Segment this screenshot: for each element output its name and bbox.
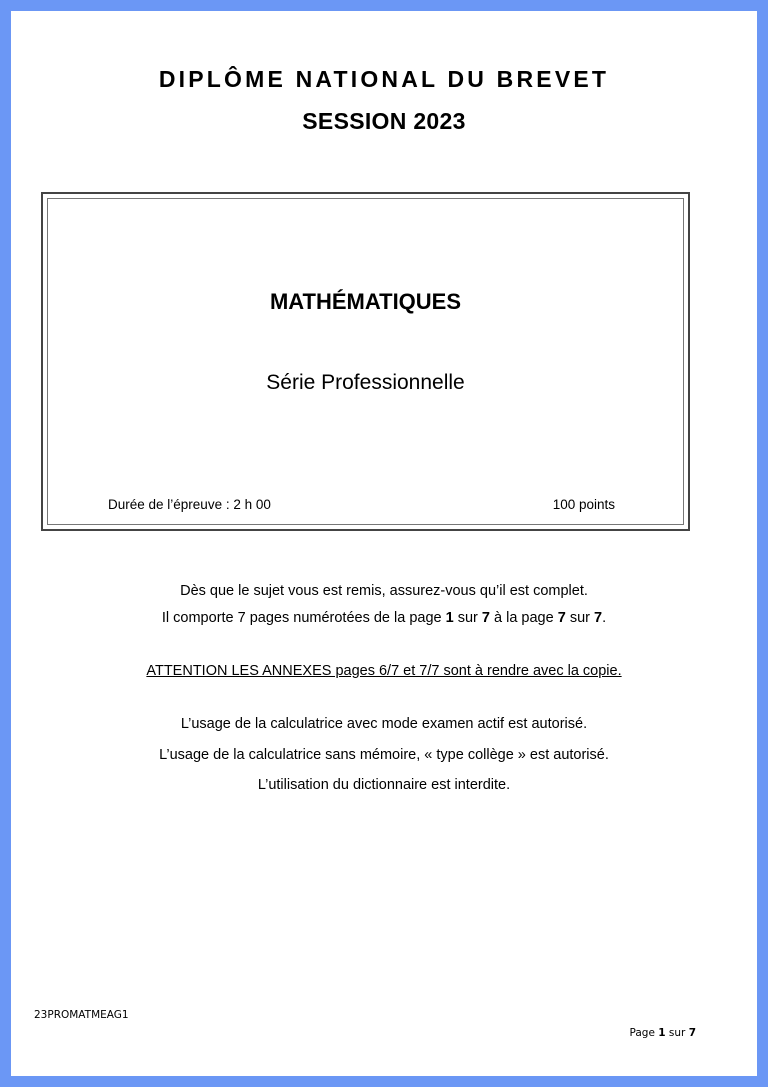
page-number-total: 7 [688, 1027, 696, 1039]
subject-frame [41, 192, 690, 531]
page-count-total-a: 7 [481, 610, 490, 626]
page-number [629, 1027, 696, 1039]
page-count-start: 1 [445, 610, 454, 626]
page-count-text-1: Il comporte 7 pages numérotées de la page [161, 610, 446, 626]
exam-title: DIPLÔME NATIONAL DU BREVET [158, 66, 610, 92]
session-label: SESSION 2023 [302, 108, 466, 134]
page-number-middle: sur [665, 1027, 689, 1039]
calculator-rule-college: L’usage de la calculatrice sans mémoire, « type collège » est autorisé. [159, 747, 609, 763]
calculator-rule-exam-mode: L’usage de la calculatrice avec mode examen actif est autorisé. [180, 716, 588, 732]
subject-title: MATHÉMATIQUES [269, 289, 462, 314]
page-count-text-4: sur [565, 610, 594, 626]
page-count-text-5: . [602, 610, 607, 626]
page-count-end: 7 [557, 610, 566, 626]
annex-warning: ATTENTION LES ANNEXES pages 6/7 et 7/7 sont à rendre avec la copie. [146, 663, 622, 679]
completeness-note: Dès que le sujet vous est remis, assurez-vous qu’il est complet. [180, 583, 588, 599]
subject-frame-inner [47, 198, 684, 525]
page-number-prefix: Page [629, 1027, 659, 1039]
subject-code: 23PROMATMEAG1 [34, 1009, 129, 1021]
points-label: 100 points [552, 497, 615, 512]
exam-page [11, 11, 757, 1076]
duration-label: Durée de l’épreuve : 2 h 00 [108, 497, 271, 512]
dictionary-rule: L’utilisation du dictionnaire est interdite. [257, 777, 511, 793]
page-count-total-b: 7 [594, 610, 603, 626]
series-label: Série Professionnelle [266, 371, 465, 394]
page-number-current: 1 [658, 1027, 666, 1039]
page-count-text-3: à la page [489, 610, 558, 626]
page-count-text-2: sur [453, 610, 482, 626]
page-count-note [11, 610, 757, 626]
